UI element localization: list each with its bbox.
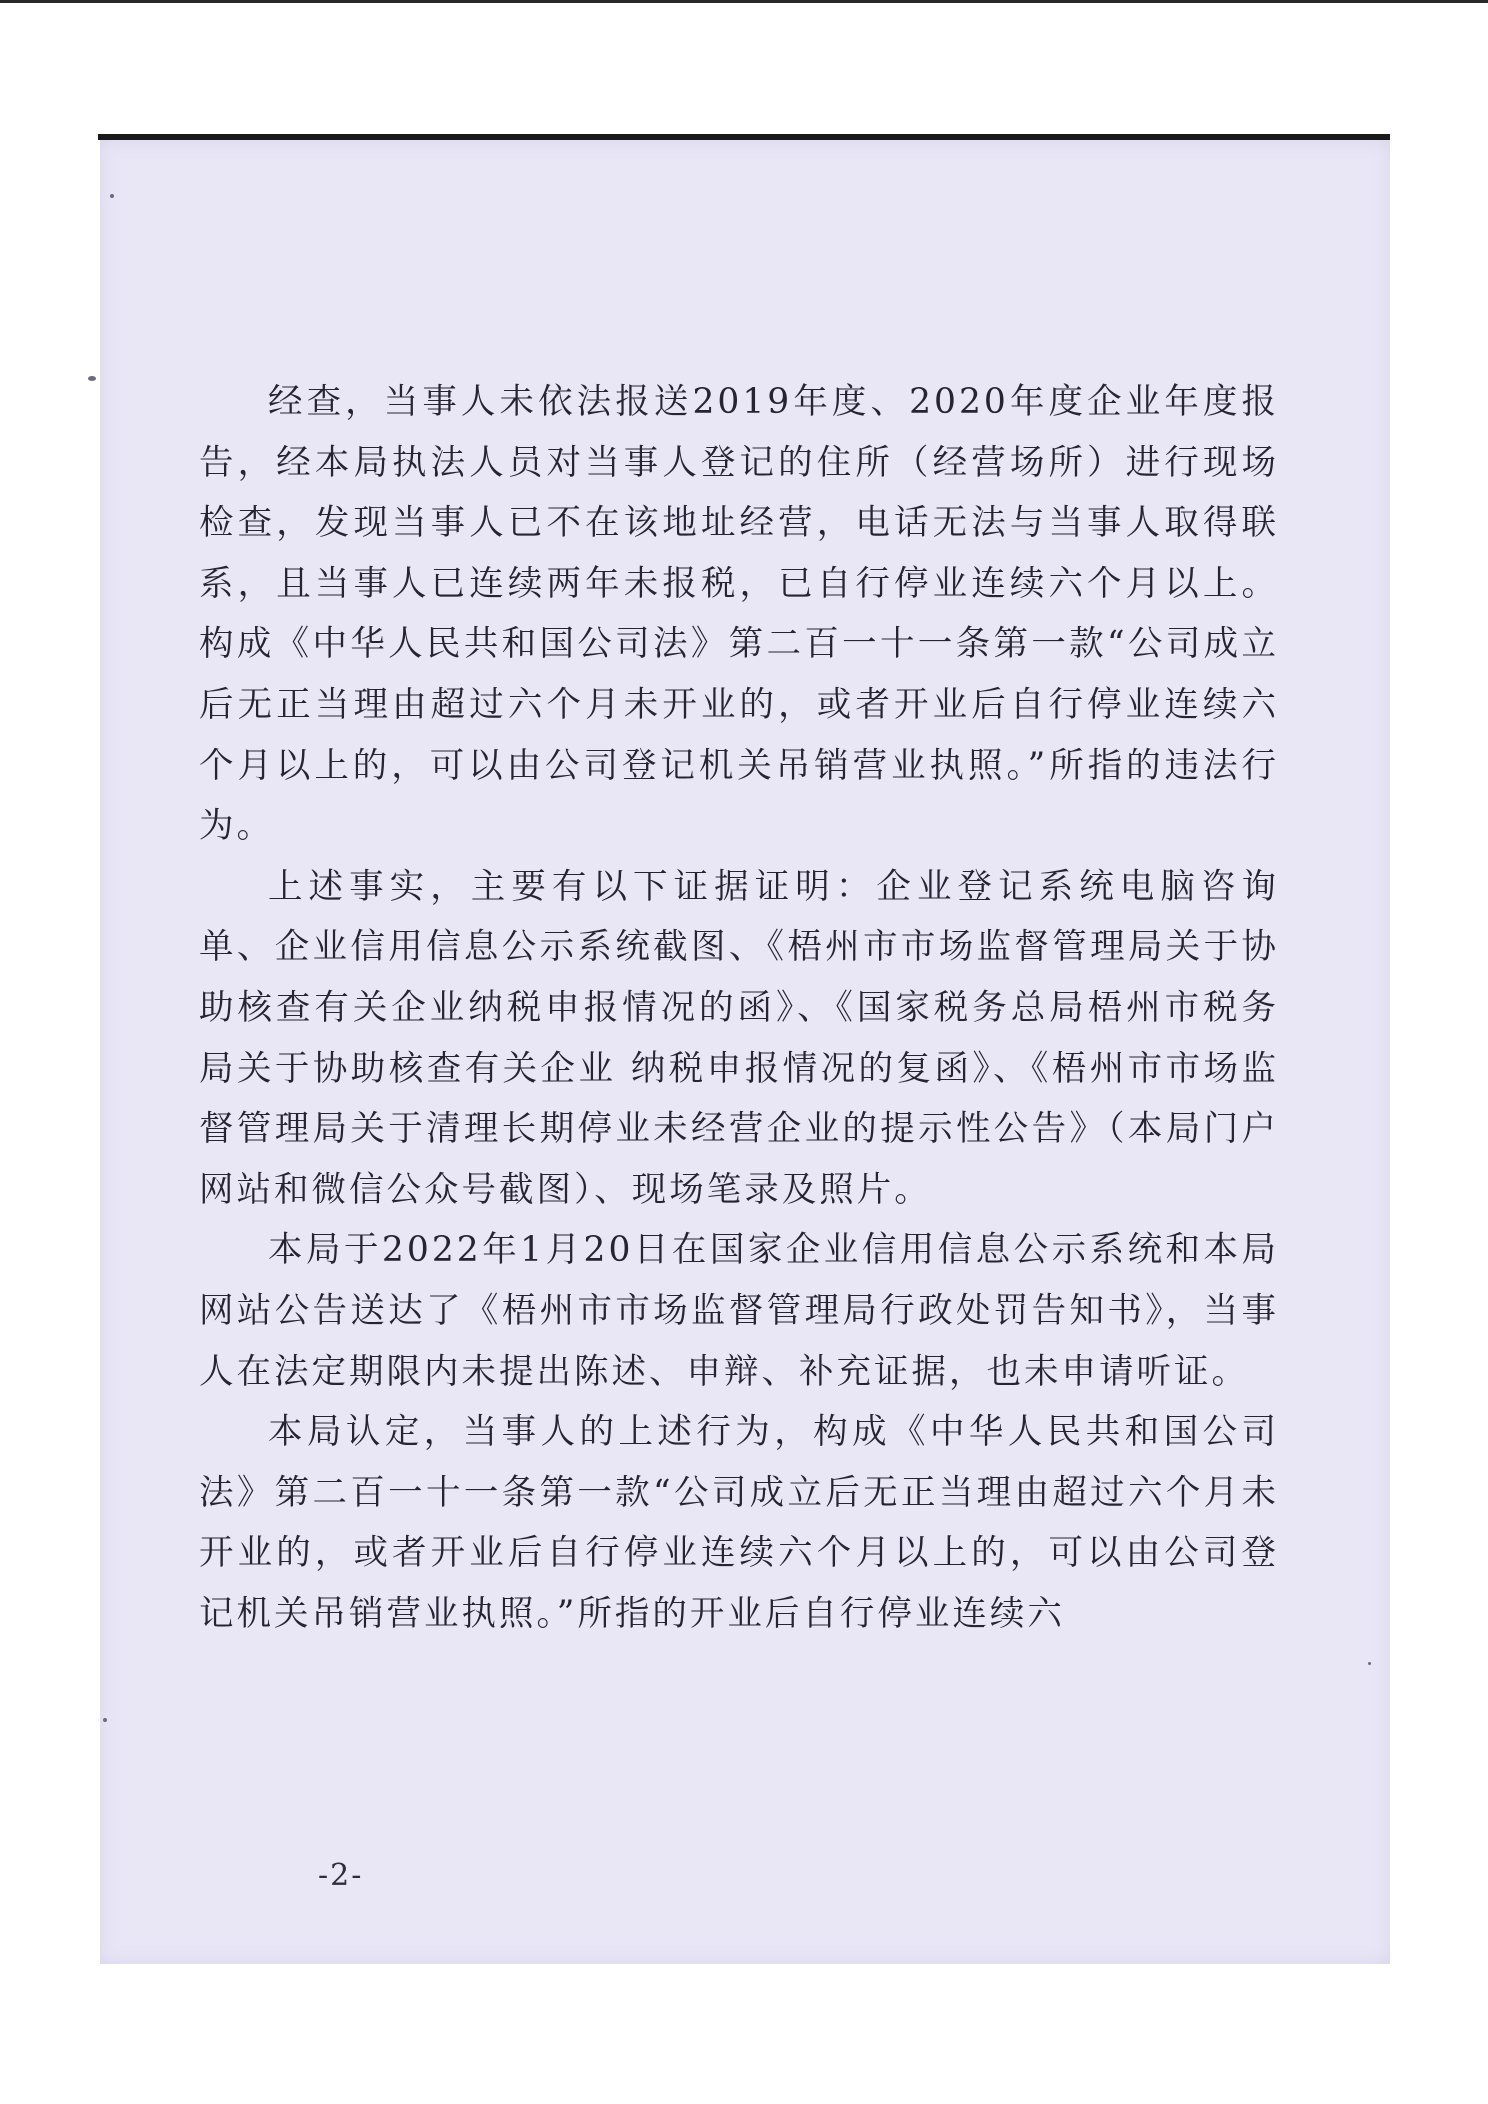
scan-speck [110,194,114,198]
scan-speck [88,376,96,381]
paragraph-evidence: 上述事实，主要有以下证据证明：企业登记系统电脑咨询单、企业信用信息公示系统截图、《梧州市市场监督管理局关于协助核查有关企业纳税申报情况的函》、《国家税务总局梧州市税务局关于协助核查有关企业 纳税申报情况的复函》、《梧州市市场监督管理局关于清理长期停业未经营企业的提示性公告》（本局门户网站和微信公众号截图）、现场笔录及照片。 [199,866,1279,1210]
scan-speck [103,1718,107,1722]
document-body [199,372,1279,1644]
scan-speck [1368,1662,1371,1665]
paragraph-investigation: 经查，当事人未依法报送2019年度、2020年度企业年度报告，经本局执法人员对当事人登记的住所（经营场所）进行现场检查，发现当事人已不在该地址经营，电话无法与当事人取得联系，且当事人已连续两年未报税，已自行停业连续六个月以上。构成《中华人民共和国公司法》第二百一十一条第一款“公司成立后无正当理由超过六个月未开业的，或者开业后自行停业连续六个月以上的，可以由公司登记机关吊销营业执照。”所指的违法行为。 [199,382,1279,847]
paragraph-notice: 本局于2022年1月20日在国家企业信用信息公示系统和本局网站公告送达了《梧州市市场监督管理局行政处罚告知书》，当事人在法定期限内未提出陈述、申辩、补充证据，也未申请听证。 [199,1230,1279,1392]
paragraph-determination: 本局认定，当事人的上述行为，构成《中华人民共和国公司法》第二百一十一条第一款“公司成立后无正当理由超过六个月未开业的，或者开业后自行停业连续六个月以上的，可以由公司登记机关吊销营业执照。”所指的开业后自行停业连续六 [199,1412,1279,1634]
scan-top-edge [0,0,1488,3]
page-number: -2- [318,1858,364,1893]
